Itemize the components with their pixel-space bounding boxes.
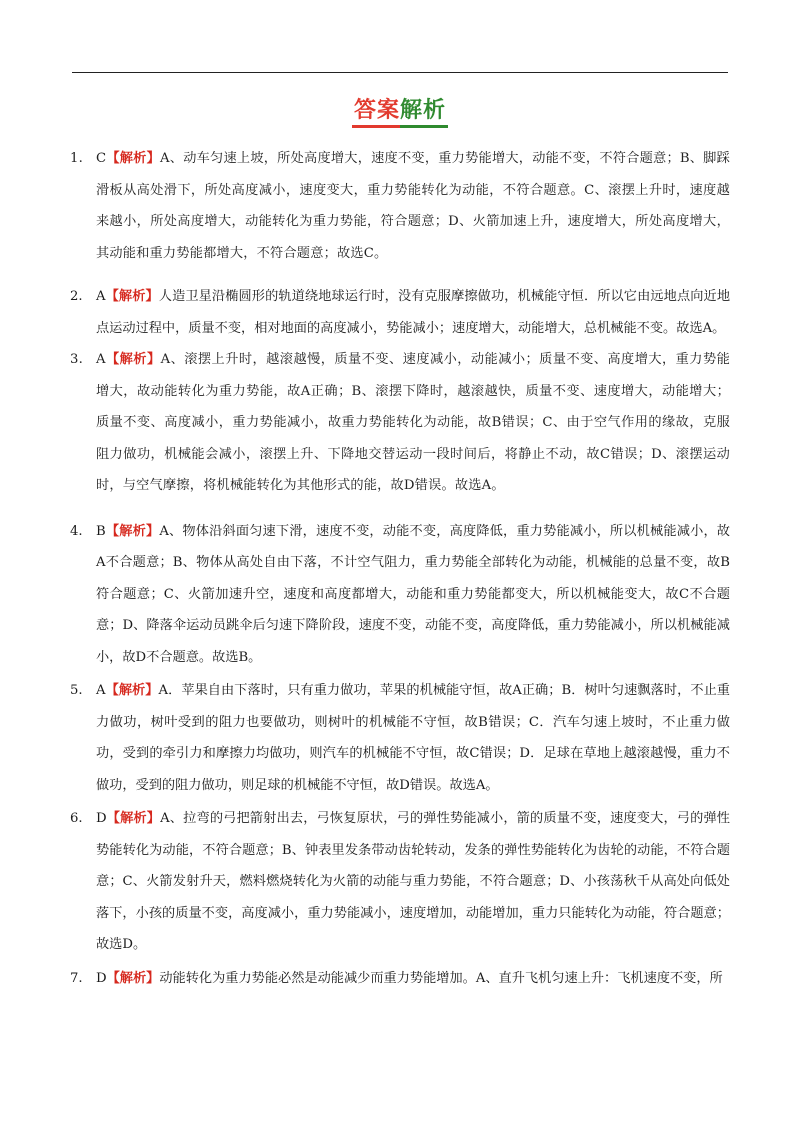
title-part-analysis: 解析 [400,98,447,123]
item-text: A、动车匀速上坡，所处高度增大，速度不变，重力势能增大，动能不变，不符合题意；B、脚踩滑板从高处滑下，所处高度减小，速度变大，重力势能转化为动能，不符合题意。C、滚摆上升时，速度越来越小，所处高度增大，动能转化为重力势能，符合题意；D、火箭加速上升，速度增大，所处高度增大，其动能和重力势能都增大，不符合题意；故选C。 [96,151,730,261]
item-answer: A [96,683,106,698]
item-text: 动能转化为重力势能必然是动能减少而重力势能增加。A、直升飞机匀速上升：飞机速度不变，所 [159,970,723,986]
analysis-tag: 【解析】 [106,151,161,166]
item-number: 2. [70,289,83,304]
item-text: A、滚摆上升时，越滚越慢，质量不变、速度减小，动能减小；质量不变、高度增大，重力势能增大，故动能转化为重力势能，故A正确；B、滚摆下降时，越滚越快，质量不变、速度增大，动能增大；质量不变、高度减小，重力势能减小，故重力势能转化为动能，故B错误；C、由于空气作用的缘故，克服阻力做功，机械能会减小，滚摆上升、下降地交替运动一段时间后，将静止不动，故C错误；D、滚摆运动时，与空气摩擦，将机械能转化为其他形式的能，故D错误。故选A。 [96,352,730,493]
item-answer: A [96,289,106,304]
title-underline [352,125,448,128]
item-number: 6. [70,811,83,826]
item-text: A、拉弯的弓把箭射出去，弓恢复原状，弓的弹性势能减小，箭的质量不变，速度变大，弓的弹性势能转化为动能，不符合题意；B、钟表里发条带动齿轮转动，发条的弹性势能转化为齿轮的动能，不符合题意；C、火箭发射升天，燃料燃烧转化为火箭的动能与重力势能，不符合题意；D、小孩荡秋千从高处向低处落下，小孩的质量不变，高度减小，重力势能减小，速度增加，动能增加，重力只能转化为动能，符合题意；故选D。 [96,811,730,952]
item-number: 3. [70,352,83,367]
page-title [354,96,446,126]
analysis-tag: 【解析】 [106,970,160,986]
item-answer: C [96,151,107,166]
answer-item-7 [70,963,730,995]
analysis-tag: 【解析】 [105,523,160,539]
answer-item-5 [70,675,730,801]
item-text: 人造卫星沿椭圆形的轨道绕地球运行时，没有克服摩擦做功，机械能守恒．所以它由远地点向近地点运动过程中，质量不变，相对地面的高度减小，势能减小；速度增大，动能增大，总机械能不变。故选A。 [96,289,731,336]
item-answer: D [96,970,107,986]
item-number: 1. [70,151,83,166]
item-number: 7. [70,970,83,986]
item-answer: D [96,811,107,826]
item-number: 4. [70,523,83,539]
analysis-tag: 【解析】 [105,683,159,698]
analysis-tag: 【解析】 [105,289,159,304]
item-answer: A [96,352,106,367]
answer-list [70,143,730,1000]
analysis-tag: 【解析】 [106,811,161,826]
item-number: 5. [70,683,83,698]
top-rule [72,72,728,73]
title-part-answer: 答案 [353,98,400,123]
answer-item-6 [70,803,730,961]
analysis-tag: 【解析】 [105,352,161,367]
title-area [0,96,800,126]
item-text: A．苹果自由下落时，只有重力做功，苹果的机械能守恒，故A正确；B．树叶匀速飘落时，不止重力做功，树叶受到的阻力也要做功，则树叶的机械能不守恒，故B错误；C．汽车匀速上坡时，不止重力做功，受到的牵引力和摩擦力均做功，则汽车的机械能不守恒，故C错误；D．足球在草地上越滚越慢，重力不做功，受到的阻力做功，则足球的机械能不守恒，故D错误。故选A。 [96,683,730,793]
answer-item-3 [70,344,730,502]
item-text: A、物体沿斜面匀速下滑，速度不变，动能不变，高度降低，重力势能减小，所以机械能减小，故A不合题意；B、物体从高处自由下落，不计空气阻力，重力势能全部转化为动能，机械能的总量不变，故B符合题意；C、火箭加速升空，速度和高度都增大，动能和重力势能都变大，所以机械能变大，故C不合题意；D、降落伞运动员跳伞后匀速下降阶段，速度不变，动能不变，高度降低，重力势能减小，所以机械能减小，故D不合题意。故选B。 [96,523,730,665]
answer-item-2 [70,281,730,344]
item-answer: B [96,523,106,539]
answer-item-4 [70,516,730,674]
answer-item-1 [70,143,730,269]
